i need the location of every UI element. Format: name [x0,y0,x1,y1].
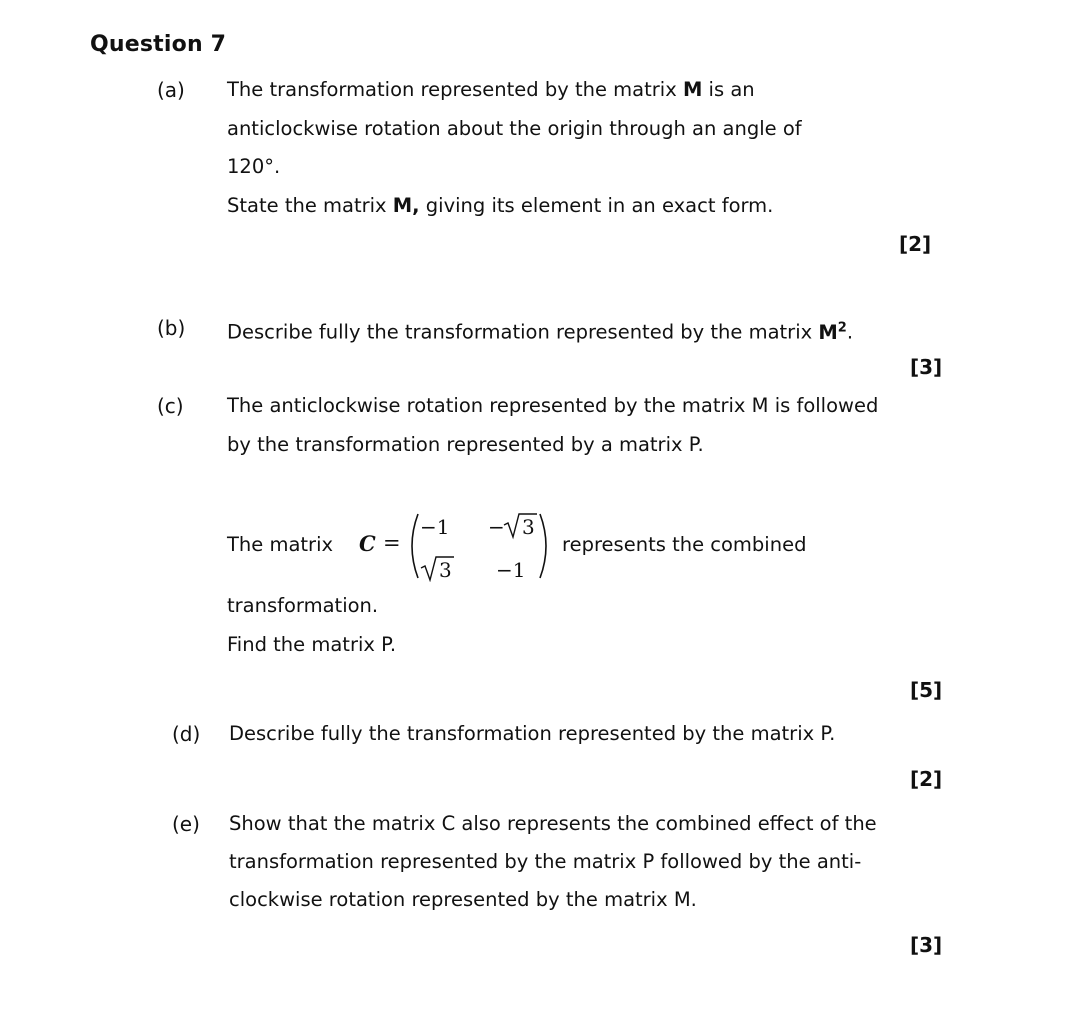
matrix-m-symbol: M [682,78,703,101]
part-a-line-1 [227,78,755,102]
part-a-line-4 [227,194,773,218]
part-e-line-3: clockwise rotation represented by the matrix M. [229,888,697,911]
part-d-marks: [2] [910,767,943,791]
part-c-line-4: Find the matrix P. [227,633,397,656]
matrix-cell-r1c2-sign: − [488,515,505,539]
matrix-intro-text: The matrix [227,533,334,556]
part-a-line-2: anticlockwise rotation about the origin through an angle of [227,117,802,140]
matrix-cell-r1c1: −1 [420,515,450,539]
part-a-line-1-pre: The transformation represented by the matrix [227,78,683,101]
matrix-c-variable: C [359,531,376,556]
matrix-cell-r2c1-radicand: 3 [439,558,452,582]
part-a-line-1-post: is an [702,78,755,101]
matrix-cell-r2c2: −1 [496,558,526,582]
matrix-m-squared-symbol [818,321,846,344]
part-a-marks: [2] [899,232,932,256]
part-e-marks: [3] [910,933,943,957]
part-e-line-2: transformation represented by the matrix P followed by the anti- [229,850,862,873]
part-c-line-3: transformation. [227,594,379,617]
part-c-line-1: The anticlockwise rotation represented by the matrix M is followed [227,394,879,417]
part-a-label: (a) [157,78,185,102]
part-c-line-2: by the transformation represented by a matrix P. [227,433,704,456]
part-b-line-1-post: . [846,320,854,344]
part-e-label: (e) [172,812,200,836]
part-a-line-4-pre: State the matrix [227,194,393,217]
matrix-equals: = [383,531,401,555]
matrix-m-symbol-2: M, [392,194,420,217]
part-d-label: (d) [172,722,201,746]
matrix-cell-r1c2-radicand: 3 [522,515,535,539]
part-b-line-1 [227,316,853,345]
matrix-left-paren [412,514,418,578]
matrix-right-paren [540,514,546,578]
part-d-line-1: Describe fully the transformation represented by the matrix P. [229,722,836,745]
question-title: Question 7 [90,32,227,57]
matrix-c [404,510,554,582]
part-c-label: (c) [157,394,184,418]
part-a-line-3: 120°. [227,155,281,178]
matrix-m-base: M [818,320,838,344]
part-a-line-4-post: giving its element in an exact form. [419,194,774,217]
matrix-after-text: represents the combined [562,533,807,556]
exponent-2: 2 [837,320,847,335]
part-e-line-1: Show that the matrix C also represents the combined effect of the [229,812,877,835]
part-b-line-1-pre: Describe fully the transformation represented by the matrix [227,320,819,344]
part-b-marks: [3] [910,355,943,379]
part-b-label: (b) [157,316,186,340]
part-c-marks: [5] [910,678,943,702]
